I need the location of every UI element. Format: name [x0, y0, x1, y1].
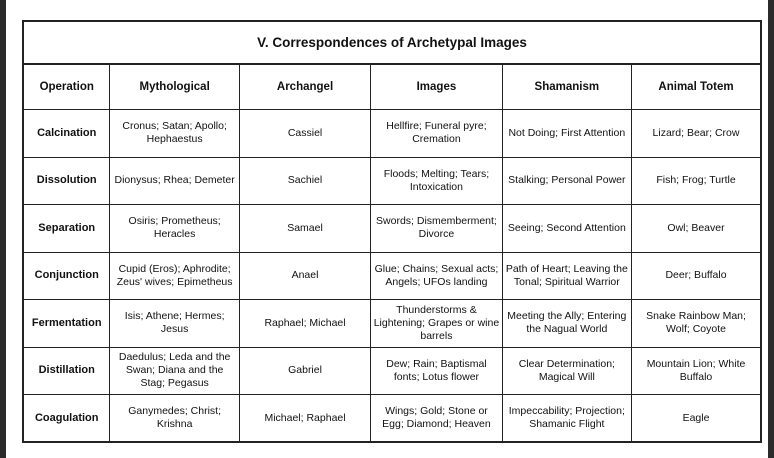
header-animal-totem: Animal Totem [632, 64, 761, 110]
shamanism-cell: Impeccability; Projection; Shamanic Flight [502, 395, 631, 443]
images-cell: Floods; Melting; Tears; Intoxication [371, 157, 502, 205]
mythological-cell: Osiris; Prometheus; Heracles [110, 205, 239, 253]
shamanism-cell: Clear Determination; Magical Will [502, 347, 631, 395]
table-row [23, 347, 761, 395]
mythological-cell: Ganymedes; Christ; Krishna [110, 395, 239, 443]
archangel-cell: Gabriel [239, 347, 370, 395]
animal-totem-cell: Fish; Frog; Turtle [632, 157, 761, 205]
images-cell: Dew; Rain; Baptismal fonts; Lotus flower [371, 347, 502, 395]
shamanism-cell: Path of Heart; Leaving the Tonal; Spiritual Warrior [502, 252, 631, 300]
operation-cell: Distillation [23, 347, 110, 395]
animal-totem-cell: Lizard; Bear; Crow [632, 110, 761, 158]
header-row [23, 64, 761, 110]
operation-cell: Fermentation [23, 300, 110, 348]
table-row [23, 252, 761, 300]
animal-totem-cell: Deer; Buffalo [632, 252, 761, 300]
animal-totem-cell: Snake Rainbow Man; Wolf; Coyote [632, 300, 761, 348]
mythological-cell: Cupid (Eros); Aphrodite; Zeus' wives; Epimetheus [110, 252, 239, 300]
table-row [23, 395, 761, 443]
images-cell: Wings; Gold; Stone or Egg; Diamond; Heaven [371, 395, 502, 443]
archangel-cell: Cassiel [239, 110, 370, 158]
mythological-cell: Cronus; Satan; Apollo; Hephaestus [110, 110, 239, 158]
header-archangel: Archangel [239, 64, 370, 110]
animal-totem-cell: Eagle [632, 395, 761, 443]
table-row [23, 300, 761, 348]
images-cell: Swords; Dismemberment; Divorce [371, 205, 502, 253]
header-images: Images [371, 64, 502, 110]
table-row [23, 205, 761, 253]
archangel-cell: Sachiel [239, 157, 370, 205]
mythological-cell: Isis; Athene; Hermes; Jesus [110, 300, 239, 348]
table-row [23, 157, 761, 205]
mythological-cell: Daedulus; Leda and the Swan; Diana and the Stag; Pegasus [110, 347, 239, 395]
images-cell: Glue; Chains; Sexual acts; Angels; UFOs landing [371, 252, 502, 300]
images-cell: Hellfire; Funeral pyre; Cremation [371, 110, 502, 158]
archangel-cell: Samael [239, 205, 370, 253]
document-page [6, 0, 768, 458]
table-row [23, 110, 761, 158]
operation-cell: Dissolution [23, 157, 110, 205]
header-mythological: Mythological [110, 64, 239, 110]
animal-totem-cell: Mountain Lion; White Buffalo [632, 347, 761, 395]
shamanism-cell: Meeting the Ally; Entering the Nagual World [502, 300, 631, 348]
shamanism-cell: Stalking; Personal Power [502, 157, 631, 205]
operation-cell: Separation [23, 205, 110, 253]
correspondences-table [22, 20, 762, 443]
images-cell: Thunderstorms & Lightening; Grapes or wine barrels [371, 300, 502, 348]
operation-cell: Coagulation [23, 395, 110, 443]
header-operation: Operation [23, 64, 110, 110]
shamanism-cell: Not Doing; First Attention [502, 110, 631, 158]
table-title: V. Correspondences of Archetypal Images [23, 21, 761, 64]
shamanism-cell: Seeing; Second Attention [502, 205, 631, 253]
operation-cell: Conjunction [23, 252, 110, 300]
archangel-cell: Raphael; Michael [239, 300, 370, 348]
archangel-cell: Anael [239, 252, 370, 300]
archangel-cell: Michael; Raphael [239, 395, 370, 443]
header-shamanism: Shamanism [502, 64, 631, 110]
operation-cell: Calcination [23, 110, 110, 158]
mythological-cell: Dionysus; Rhea; Demeter [110, 157, 239, 205]
animal-totem-cell: Owl; Beaver [632, 205, 761, 253]
